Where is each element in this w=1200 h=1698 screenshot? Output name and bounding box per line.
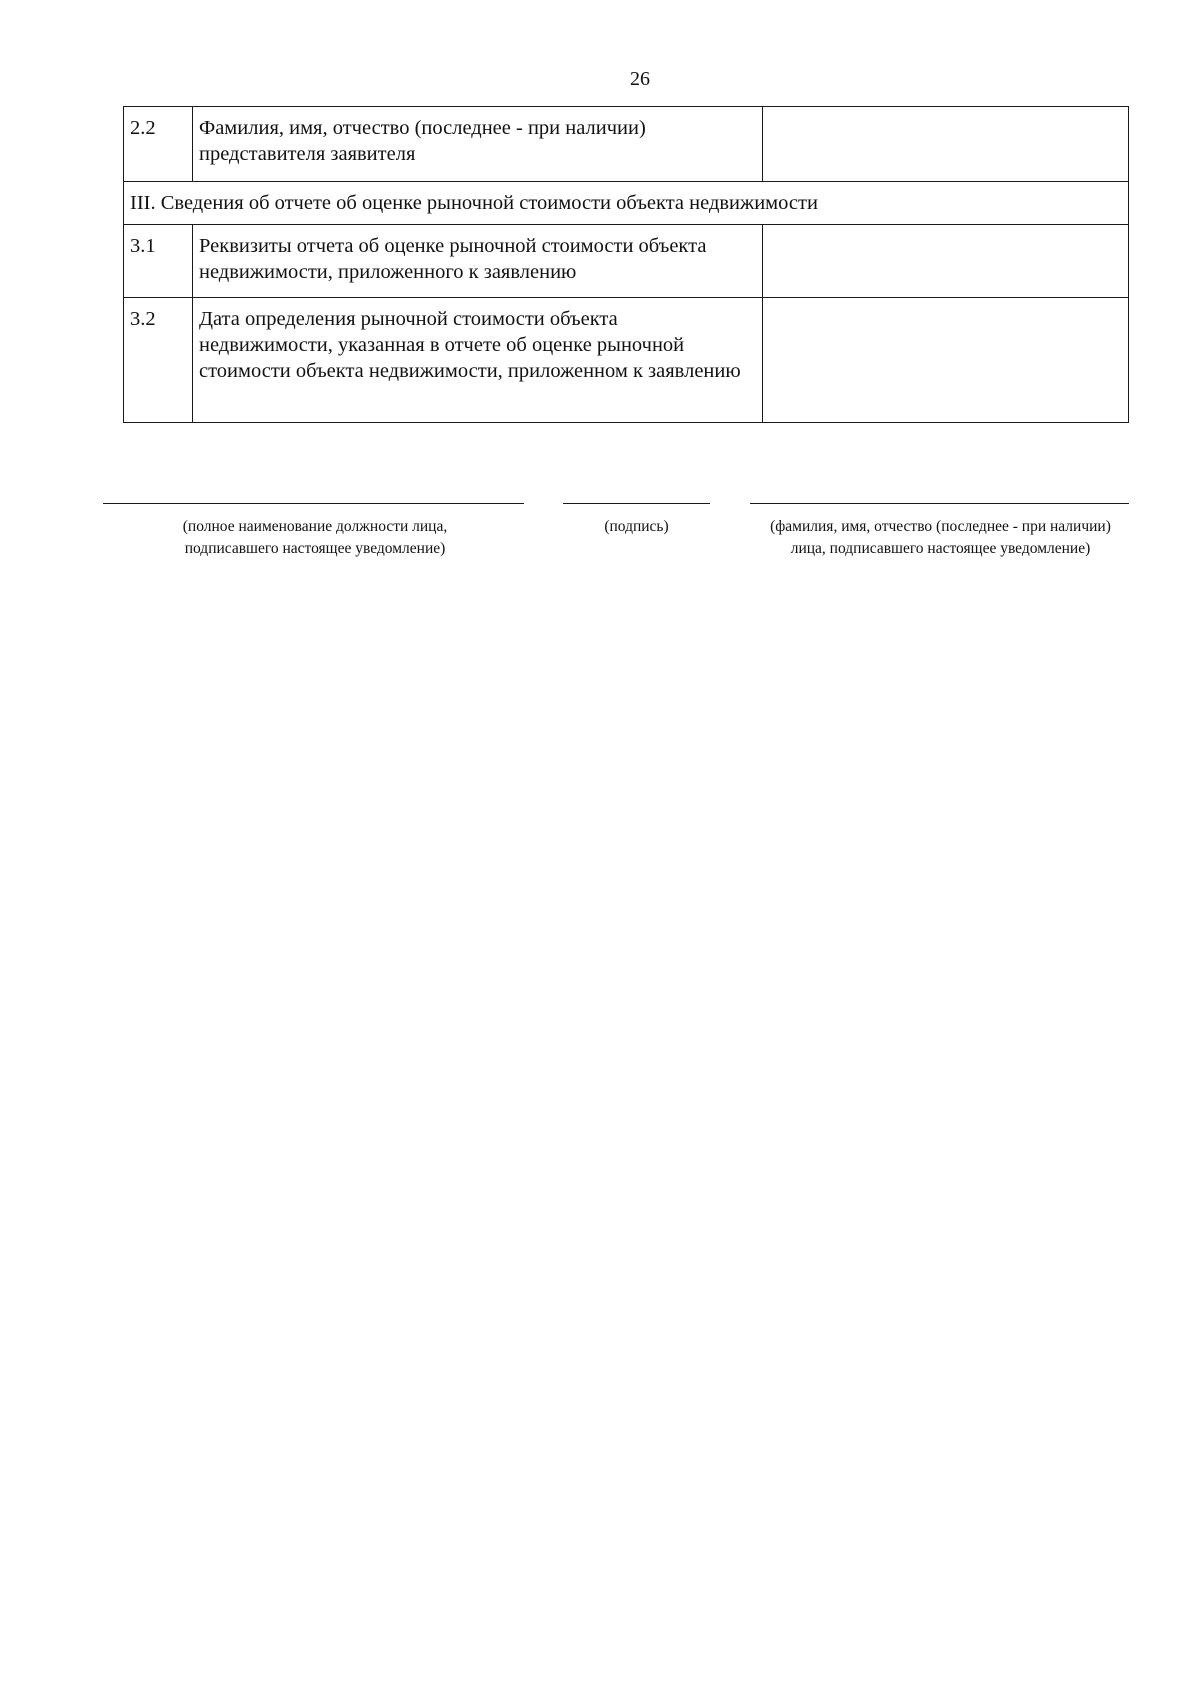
signature-line[interactable] — [563, 503, 710, 504]
table-row — [124, 298, 1129, 423]
notification-table — [123, 106, 1129, 423]
row-value-field[interactable] — [763, 298, 1129, 423]
name-signature-line[interactable] — [750, 503, 1129, 504]
row-number: 3.1 — [124, 225, 193, 298]
table-row — [124, 225, 1129, 298]
row-label: Дата определения рыночной стоимости объекта недвижимости, указанная в отчете об оценке рыночной стоимости объекта недвижимости, приложенном к заявлению — [193, 298, 763, 423]
position-signature-line[interactable] — [103, 503, 524, 504]
position-caption: (полное наименование должности лица, подписавшего настоящее уведомление) — [182, 518, 448, 557]
signature-caption: (подпись) — [604, 518, 669, 535]
name-caption: (фамилия, имя, отчество (последнее - при наличии) лица, подписавшего настоящее уведомление) — [770, 518, 1111, 557]
row-value-field[interactable] — [763, 107, 1129, 182]
row-number: 2.2 — [124, 107, 193, 182]
row-label: Реквизиты отчета об оценке рыночной стоимости объекта недвижимости, приложенного к заявлению — [193, 225, 763, 298]
section-row — [124, 182, 1129, 225]
row-label: Фамилия, имя, отчество (последнее - при наличии) представителя заявителя — [193, 107, 763, 182]
row-number: 3.2 — [124, 298, 193, 423]
table-row — [124, 107, 1129, 182]
section-heading: III. Сведения об отчете об оценке рыночной стоимости объекта недвижимости — [124, 182, 1129, 225]
row-value-field[interactable] — [763, 225, 1129, 298]
page-number: 26 — [630, 68, 650, 90]
